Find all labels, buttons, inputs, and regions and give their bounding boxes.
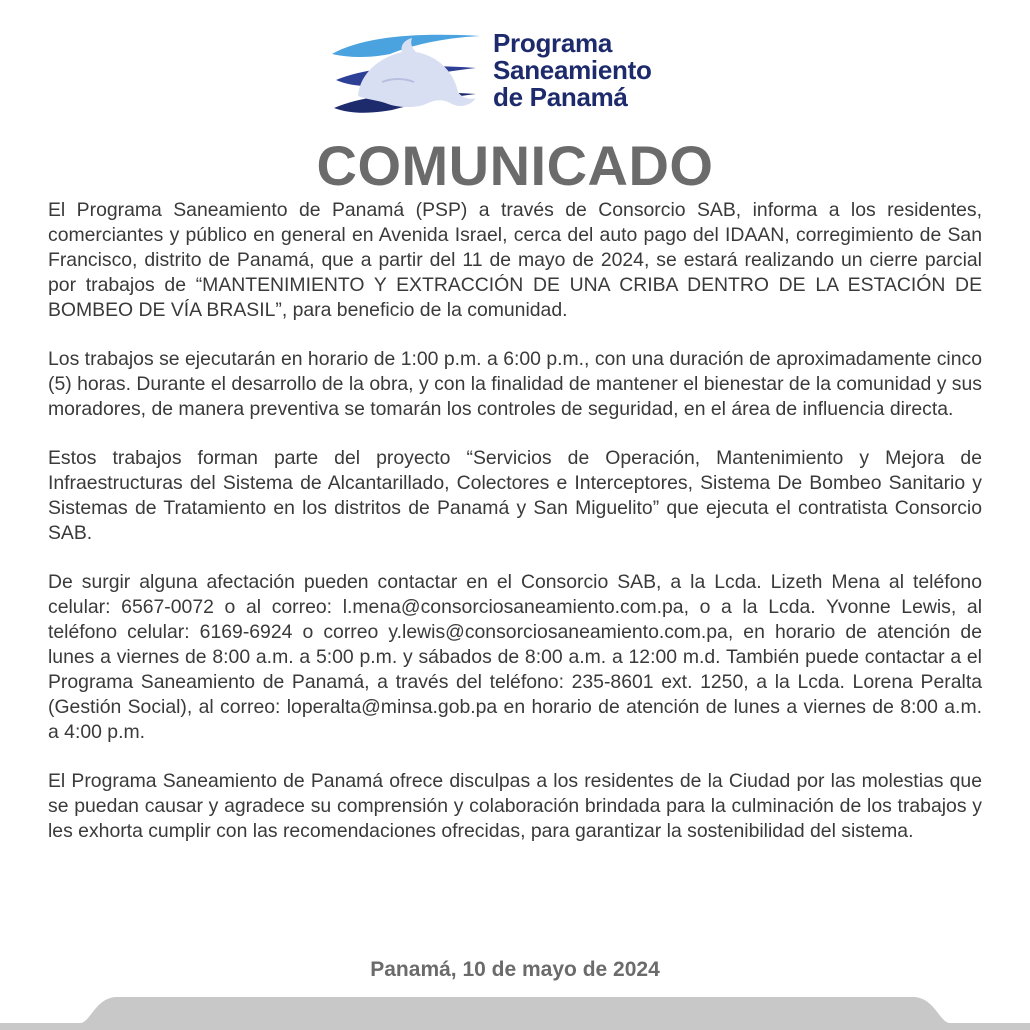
paragraph-2: Los trabajos se ejecutarán en horario de 1:00 p.m. a 6:00 p.m., con una duración de aproximadamente cinco (5) horas. Durante el desarrollo de la obra, y con la finalidad de mantener el bienestar de la comunidad y sus moradores, de manera preventiva se tomarán los controles de seguridad, en el área de influencia directa. bbox=[48, 348, 982, 420]
header-logo bbox=[330, 28, 710, 118]
paragraph-5: El Programa Saneamiento de Panamá ofrece disculpas a los residentes de la Ciudad por las molestias que se puedan causar y agradece su comprensión y colaboración brindada para la culminación de los trabajos y les exhorta cumplir con las recomendaciones ofrecidas, para garantizar la sostenibilidad del sistema. bbox=[48, 770, 982, 842]
logo-line-1: Programa bbox=[493, 28, 612, 58]
paragraph-3: Estos trabajos forman parte del proyecto “Servicios de Operación, Mantenimiento y Mejora de Infraestructuras del Sistema de Alcantarillado, Colectores e Interceptores, Sistema De Bombeo Sanitario y Sistemas de Tratamiento en los distritos de Panamá y San Miguelito” que ejecuta el contratista Consorcio SAB. bbox=[48, 447, 982, 544]
paragraph-1: El Programa Saneamiento de Panamá (PSP) a través de Consorcio SAB, informa a los residentes, comerciantes y público en general en Avenida Israel, cerca del auto pago del IDAAN, corregimiento de San Francisco, distrito de Panamá, que a partir del 11 de mayo de 2024, se estará realizando un cierre parcial por trabajos de “MANTENIMIENTO Y EXTRACCIÓN DE UNA CRIBA DENTRO DE LA ESTACIÓN DE BOMBEO DE VÍA BRASIL”, para beneficio de la comunidad. bbox=[48, 199, 982, 321]
footer-decoration bbox=[0, 995, 1030, 1030]
dolphin-waves-icon bbox=[330, 28, 480, 114]
page-title: COMUNICADO bbox=[316, 134, 714, 197]
logo-line-2: Saneamiento bbox=[493, 55, 652, 85]
communique-body bbox=[48, 198, 982, 868]
logo-wordmark bbox=[493, 30, 652, 111]
paragraph-4: De surgir alguna afectación pueden contactar en el Consorcio SAB, a la Lcda. Lizeth Mena al teléfono celular: 6567-0072 o al correo: l.mena@consorciosaneamiento.com.pa, o a la Lcda. Yvonne Lewis, al teléfono celular: 6169-6924 o correo y.lewis@consorciosaneamiento.com.pa, en horario de atención de lunes a viernes de 8:00 a.m. a 5:00 p.m. y sábados de 8:00 a.m. a 12:00 m.d. También puede contactar a el Programa Saneamiento de Panamá, a través del teléfono: 235-8601 ext. 1250, a la Lcda. Lorena Peralta (Gestión Social), al correo: loperalta@minsa.gob.pa en horario de atención de lunes a viernes de 8:00 a.m. a 4:00 p.m. bbox=[48, 571, 982, 743]
logo-line-3: de Panamá bbox=[493, 82, 628, 112]
date-line: Panamá, 10 de mayo de 2024 bbox=[370, 958, 660, 981]
